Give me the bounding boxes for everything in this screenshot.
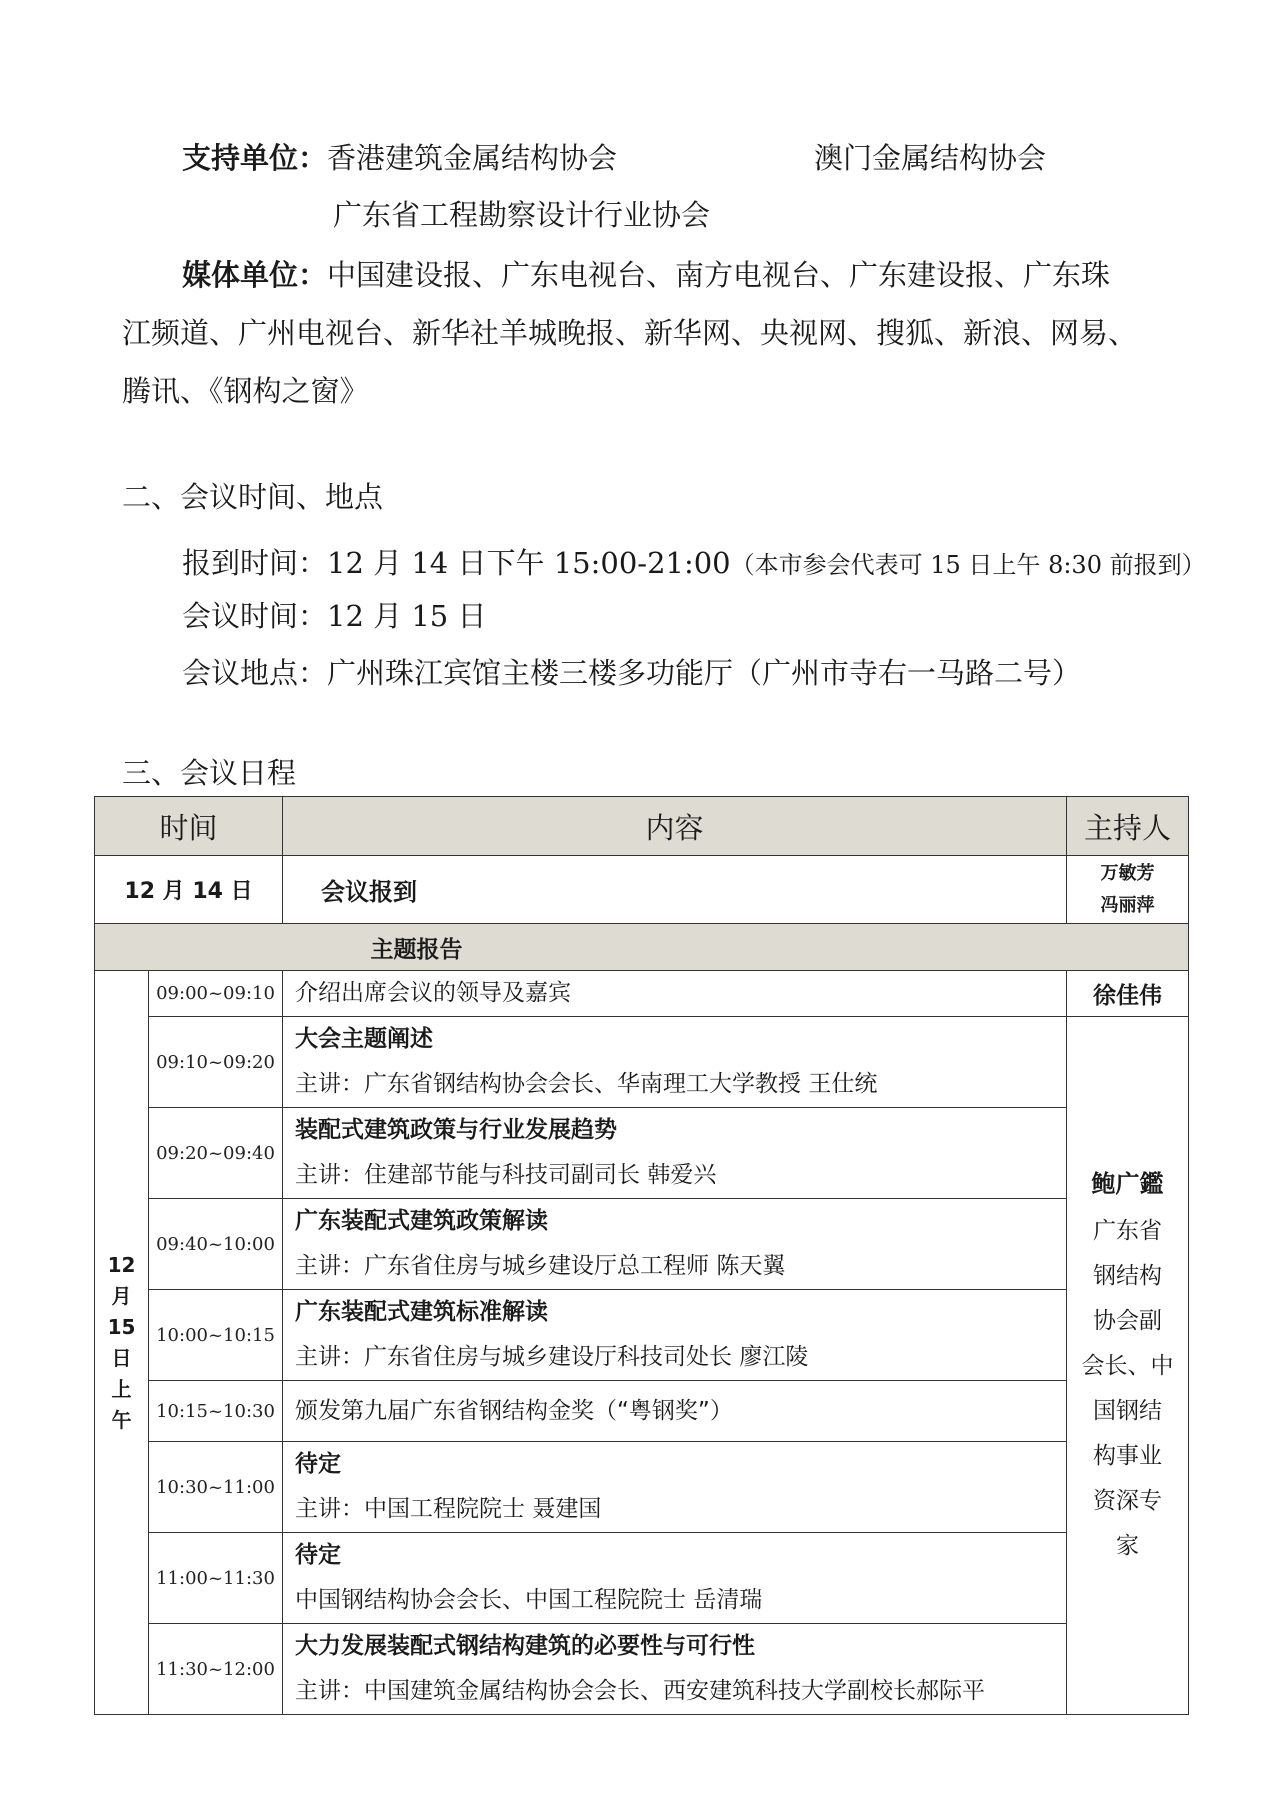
checkin-value: 12 月 14 日下午 15:00-21:00 — [327, 546, 731, 580]
meeting-label: 会议时间： — [182, 599, 328, 633]
venue-label: 会议地点： — [182, 656, 328, 690]
day-char: 午 — [111, 1407, 132, 1432]
row-content — [283, 1017, 1067, 1108]
table-header-row — [95, 797, 1189, 856]
day-char: 月 — [111, 1283, 132, 1308]
row-content — [283, 1108, 1067, 1199]
main-host-line: 协会副 — [1093, 1308, 1163, 1334]
registration-date: 12 月 14 日 — [95, 856, 283, 924]
supporter-macau: 澳门金属结构协会 — [814, 141, 1047, 175]
main-host-line: 家 — [1116, 1533, 1140, 1559]
checkin-label: 报到时间： — [182, 546, 328, 580]
day-char: 12 — [107, 1252, 136, 1277]
section2-heading: 二、会议时间、地点 — [122, 480, 384, 514]
table-row — [95, 1624, 1189, 1715]
band-label — [95, 924, 1189, 971]
supporter-gd: 广东省工程勘察设计行业协会 — [333, 198, 711, 232]
main-host-line: 构事业 — [1093, 1443, 1163, 1469]
row-title: 大力发展装配式钢结构建筑的必要性与可行性 — [295, 1633, 756, 1659]
main-host-name: 鲍广鑑 — [1091, 1170, 1164, 1198]
main-host-line: 钢结构 — [1093, 1263, 1163, 1289]
checkin-line — [182, 545, 1206, 583]
row-title: 大会主题阐述 — [295, 1026, 434, 1052]
row-host: 徐佳伟 — [1067, 971, 1189, 1017]
row-title: 广东装配式建筑标准解读 — [295, 1299, 549, 1325]
media-line-1 — [182, 257, 1110, 293]
media-text-1: 中国建设报、广东电视台、南方电视台、广东建设报、广东珠 — [327, 258, 1111, 292]
registration-host-2: 冯丽萍 — [1100, 894, 1155, 916]
meeting-line — [182, 598, 486, 634]
registration-row — [95, 856, 1189, 924]
row-speaker: 中国钢结构协会会长、中国工程院院士 岳清瑞 — [295, 1587, 763, 1613]
row-speaker: 主讲：中国建筑金属结构协会会长、西安建筑科技大学副校长郝际平 — [295, 1678, 986, 1704]
row-speaker: 主讲：广东省住房与城乡建设厅科技司处长 廖江陵 — [295, 1344, 809, 1370]
row-speaker: 主讲：住建部节能与科技司副司长 韩爱兴 — [295, 1162, 717, 1188]
media-label: 媒体单位： — [182, 258, 328, 292]
row-title: 待定 — [295, 1542, 342, 1568]
band-text: 主题报告 — [370, 936, 463, 963]
day-char: 上 — [111, 1376, 132, 1401]
header-content: 内容 — [283, 797, 1067, 856]
row-content — [283, 1624, 1067, 1715]
row-time: 10:00~10:15 — [149, 1290, 283, 1381]
row-content — [283, 1199, 1067, 1290]
row-title: 颁发第九届广东省钢结构金奖（“粤钢奖”） — [295, 1397, 733, 1424]
row-title: 装配式建筑政策与行业发展趋势 — [295, 1117, 618, 1143]
header-host: 主持人 — [1067, 797, 1189, 856]
row-title: 介绍出席会议的领导及嘉宾 — [295, 980, 572, 1006]
table-row — [95, 1108, 1189, 1199]
row-time: 11:00~11:30 — [149, 1533, 283, 1624]
row-title: 待定 — [295, 1451, 342, 1477]
venue-value: 广州珠江宾馆主楼三楼多功能厅（广州市寺右一马路二号） — [327, 656, 1082, 690]
media-text-2: 江频道、广州电视台、新华社羊城晚报、新华网、央视网、搜狐、新浪、网易、 — [122, 316, 1138, 350]
header-time: 时间 — [95, 797, 283, 856]
registration-content: 会议报到 — [283, 856, 1067, 924]
section3-heading: 三、会议日程 — [122, 756, 297, 790]
day-label — [95, 971, 149, 1715]
registration-hosts — [1067, 856, 1189, 924]
row-content — [283, 971, 1067, 1017]
row-time: 10:15~10:30 — [149, 1381, 283, 1442]
main-host-line: 会长、中 — [1081, 1353, 1174, 1379]
registration-host-1: 万敏芳 — [1100, 862, 1155, 884]
supporters-line-1 — [182, 140, 617, 176]
table-row — [95, 1533, 1189, 1624]
supporters-label: 支持单位： — [182, 141, 328, 175]
row-title: 广东装配式建筑政策解读 — [295, 1208, 549, 1234]
row-time: 09:20~09:40 — [149, 1108, 283, 1199]
table-row — [95, 1381, 1189, 1442]
main-host-line: 资深专 — [1093, 1488, 1163, 1514]
row-speaker: 主讲：广东省钢结构协会会长、华南理工大学教授 王仕统 — [295, 1071, 878, 1097]
table-row — [95, 1442, 1189, 1533]
venue-line — [182, 655, 1081, 691]
supporter-hk: 香港建筑金属结构协会 — [327, 141, 618, 175]
main-host-line: 广东省 — [1093, 1218, 1163, 1244]
table-row — [95, 1199, 1189, 1290]
checkin-note: （本市参会代表可 15 日上午 8:30 前报到） — [730, 551, 1206, 579]
table-row — [95, 1017, 1189, 1108]
row-time: 10:30~11:00 — [149, 1442, 283, 1533]
media-text-3: 腾讯、《钢构之窗》 — [122, 374, 369, 408]
band-row — [95, 924, 1189, 971]
row-time: 09:10~09:20 — [149, 1017, 283, 1108]
meeting-value: 12 月 15 日 — [327, 599, 487, 633]
row-speaker: 主讲：广东省住房与城乡建设厅总工程师 陈天翼 — [295, 1253, 786, 1279]
day-char: 15 — [107, 1314, 136, 1339]
day-char: 日 — [111, 1345, 132, 1370]
row-content — [283, 1442, 1067, 1533]
main-host-line: 国钢结 — [1093, 1398, 1163, 1424]
row-content — [283, 1381, 1067, 1442]
row-time: 09:40~10:00 — [149, 1199, 283, 1290]
table-row — [95, 971, 1189, 1017]
row-content — [283, 1533, 1067, 1624]
schedule-table — [94, 796, 1189, 1715]
row-content — [283, 1290, 1067, 1381]
main-host — [1067, 1017, 1189, 1715]
table-row — [95, 1290, 1189, 1381]
row-speaker: 主讲：中国工程院院士 聂建国 — [295, 1496, 602, 1522]
row-time: 09:00~09:10 — [149, 971, 283, 1017]
row-time: 11:30~12:00 — [149, 1624, 283, 1715]
